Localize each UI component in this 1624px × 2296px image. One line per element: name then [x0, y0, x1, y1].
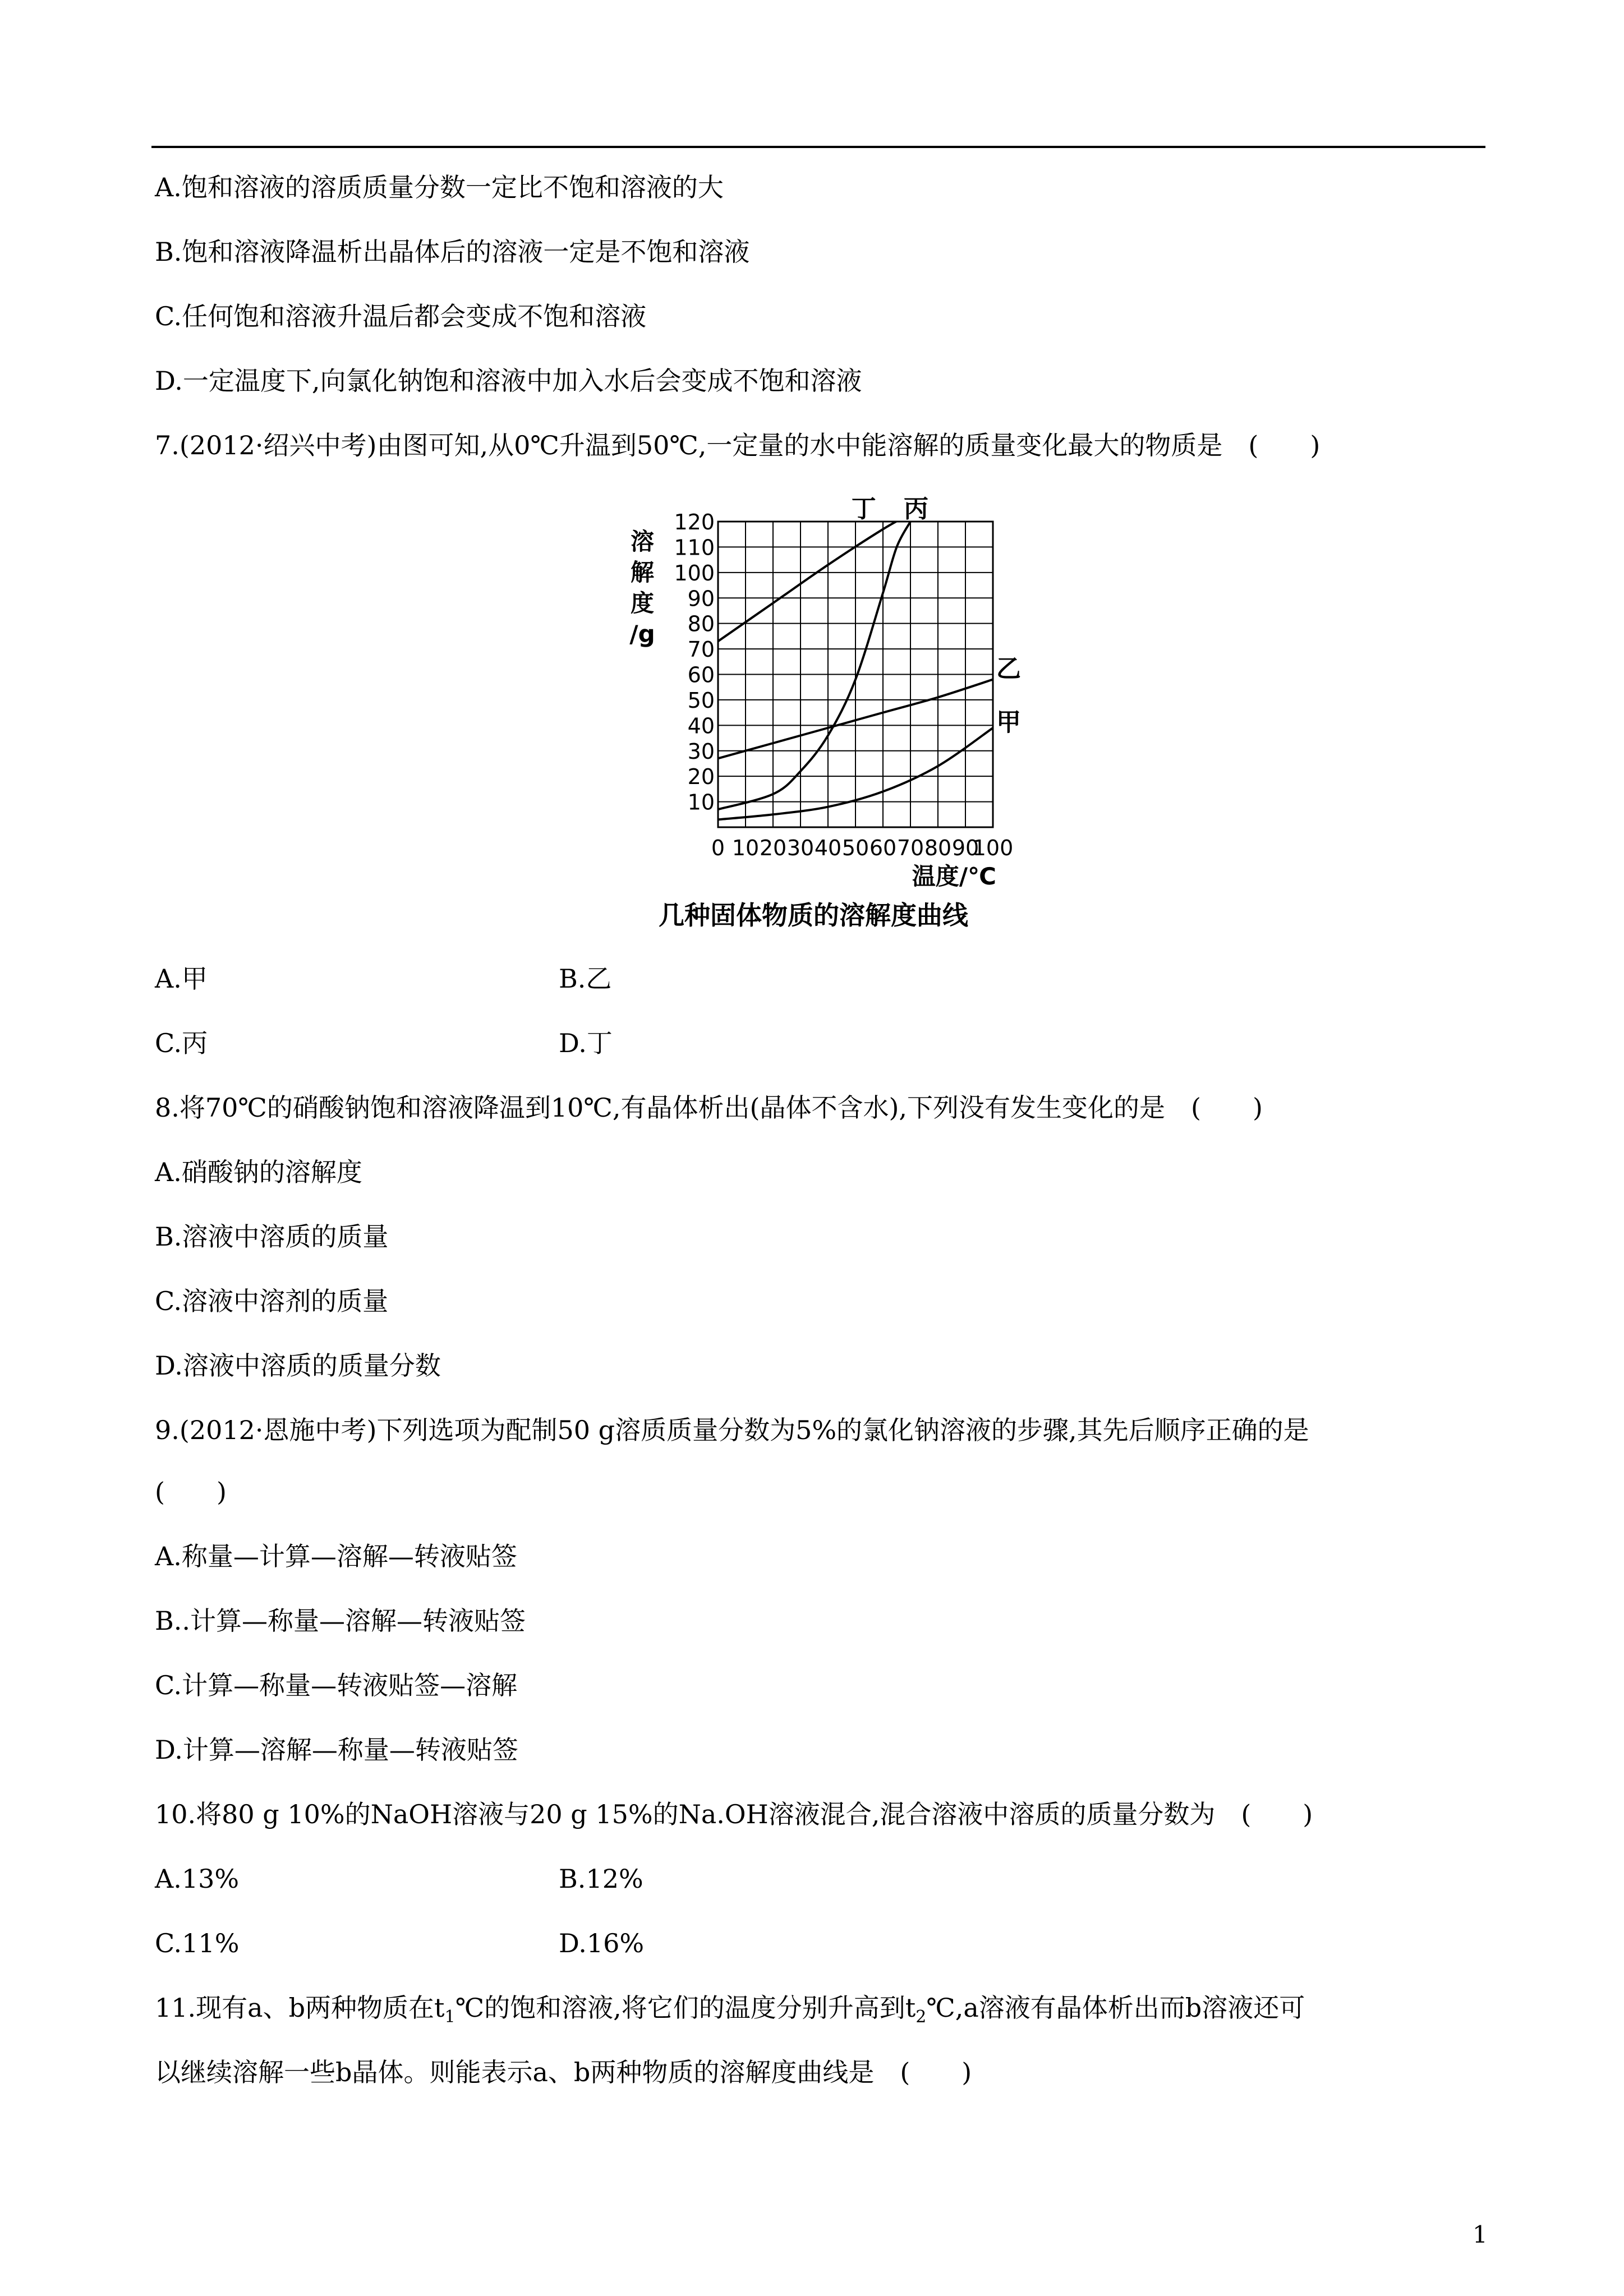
q11-stem-b: ℃的饱和溶液,将它们的温度分别升高到t: [455, 1993, 916, 2023]
y-tick-label: 30: [687, 739, 715, 764]
x-tick-label: 20: [759, 836, 787, 860]
q8-option-c: C.溶液中溶剂的质量: [155, 1286, 389, 1316]
series-label: 丁: [851, 495, 876, 523]
q11-stem: [155, 1991, 1305, 2034]
page-number: 1: [1473, 2221, 1488, 2248]
q7-option-c: C.丙: [155, 1028, 208, 1058]
q8-option-d: D.溶液中溶质的质量分数: [155, 1350, 441, 1381]
q11-stem-line2: 以继续溶解一些b晶体。则能表示a、b两种物质的溶解度曲线是 ( ): [155, 2057, 972, 2087]
x-tick-label: 70: [896, 836, 924, 860]
x-tick-label: 50: [841, 836, 869, 860]
x-tick-label: 10: [732, 836, 760, 860]
q7-stem: 7.(2012·绍兴中考)由图可知,从0℃升温到50℃,一定量的水中能溶解的质量变化最大的物质是 ( ): [155, 430, 1321, 460]
y-tick-label: 100: [674, 560, 715, 585]
y-tick-label: 70: [687, 637, 715, 662]
q10-option-d: D.16%: [559, 1928, 645, 1958]
q9-option-a: A.称量—计算—溶解—转液贴签: [155, 1541, 517, 1571]
q7-option-d: D.丁: [559, 1028, 613, 1058]
chart-title: 几种固体物质的溶解度曲线: [659, 900, 968, 930]
q11-stem-c: ℃,a溶液有晶体析出而b溶液还可: [926, 1993, 1305, 2023]
y-tick-label: 10: [687, 790, 715, 815]
q8-option-a: A.硝酸钠的溶解度: [155, 1157, 362, 1187]
solubility-chart: [617, 482, 1043, 897]
x-tick-label: 40: [814, 836, 842, 860]
series-line-丁: [718, 514, 910, 641]
series-label: 丙: [904, 495, 928, 523]
header-rule: [151, 146, 1485, 148]
series-label: 乙: [996, 654, 1021, 684]
y-axis-label: 溶: [630, 528, 655, 555]
q10-stem: 10.将80 g 10%的NaOH溶液与20 g 15%的Na.OH溶液混合,混合溶液中溶质的质量分数为 ( ): [155, 1799, 1313, 1829]
q11-sub-1: 1: [444, 2007, 456, 2027]
series-line-丙: [718, 522, 910, 809]
q6-option-a: A.饱和溶液的溶质质量分数一定比不饱和溶液的大: [155, 172, 724, 202]
q7-option-a: A.甲: [155, 963, 208, 994]
q8-option-b: B.溶液中溶质的质量: [155, 1221, 389, 1252]
x-tick-label: 100: [972, 836, 1014, 860]
y-tick-label: 110: [674, 535, 715, 560]
q9-stem-cont: ( ): [155, 1477, 227, 1507]
q6-option-c: C.任何饱和溶液升温后都会变成不饱和溶液: [155, 301, 647, 331]
q10-option-a: A.13%: [155, 1864, 240, 1894]
y-tick-label: 90: [687, 586, 715, 611]
y-tick-label: 20: [687, 764, 715, 790]
q9-option-b: B..计算—称量—溶解—转液贴签: [155, 1606, 526, 1636]
x-tick-label: 60: [869, 836, 897, 860]
y-tick-label: 50: [687, 688, 715, 713]
x-tick-label: 90: [951, 836, 979, 860]
y-tick-label: 120: [674, 510, 715, 534]
q6-option-b: B.饱和溶液降温析出晶体后的溶液一定是不饱和溶液: [155, 237, 750, 267]
y-axis-label: /g: [629, 620, 655, 648]
q8-stem: 8.将70℃的硝酸钠饱和溶液降温到10℃,有晶体析出(晶体不含水),下列没有发生变化的是 ( ): [155, 1092, 1263, 1123]
y-axis-label: 解: [630, 559, 655, 586]
q6-option-d: D.一定温度下,向氯化钠饱和溶液中加入水后会变成不饱和溶液: [155, 366, 862, 396]
q11-stem-a: 11.现有a、b两种物质在t: [155, 1993, 445, 2023]
y-tick-label: 40: [687, 713, 715, 739]
q9-option-d: D.计算—溶解—称量—转液贴签: [155, 1735, 518, 1765]
q10-option-b: B.12%: [559, 1864, 643, 1894]
x-tick-label: 80: [924, 836, 952, 860]
q9-option-c: C.计算—称量—转液贴签—溶解: [155, 1670, 518, 1700]
q9-stem: 9.(2012·恩施中考)下列选项为配制50 g溶质质量分数为5%的氯化钠溶液的步骤,其先后顺序正确的是: [155, 1415, 1309, 1445]
q11-sub-2: 2: [915, 2007, 927, 2027]
q7-option-b: B.乙: [559, 963, 612, 994]
q10-option-c: C.11%: [155, 1928, 240, 1958]
x-tick-label: 0: [711, 836, 725, 860]
y-tick-label: 80: [687, 611, 715, 637]
y-tick-label: 60: [687, 662, 715, 688]
y-axis-label: 度: [630, 589, 655, 617]
x-tick-label: 30: [786, 836, 815, 860]
series-label: 甲: [996, 708, 1021, 737]
x-axis-label: 温度/℃: [912, 863, 996, 890]
